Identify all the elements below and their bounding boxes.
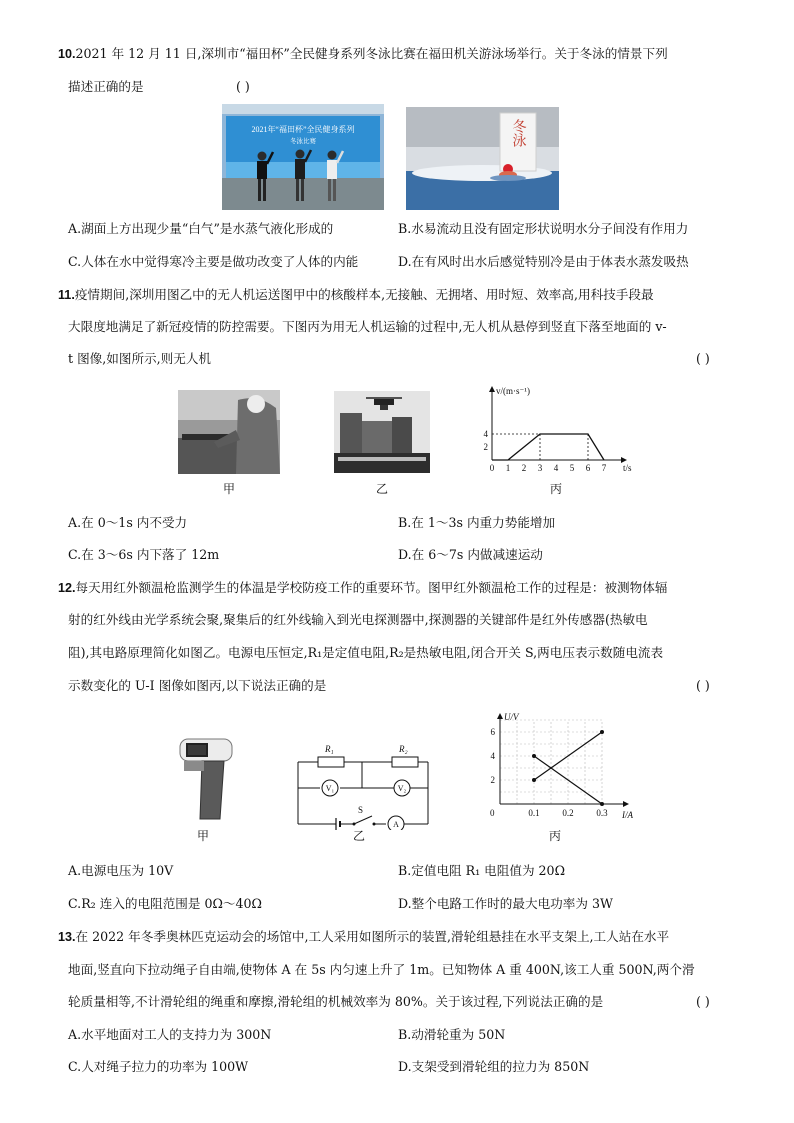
q12-option-c: C.R₂ 连入的电阻范围是 0Ω～40Ω <box>68 896 262 911</box>
q12-point-line-down-1 <box>600 802 604 806</box>
q11-option-b: B.在 1～3s 内重力势能增加 <box>398 515 556 530</box>
q12-ui-chart <box>478 708 646 826</box>
q11-y-tick-2: 2 <box>483 442 488 452</box>
q10-banner-text: 2021年“福田杯”全民健身系列 <box>251 125 355 134</box>
q10-photo-winter-swim <box>406 107 559 210</box>
q13-line2: 地面,竖直向下拉动绳子自由端,使物体 A 在 5s 内匀速上升了 1m。已知物体 A 重 400N,该工人重 500N,两个滑 <box>68 962 695 977</box>
q11-x-tick-2: 2 <box>521 463 527 473</box>
resistor-r1 <box>318 757 344 767</box>
q11-x-tick-1: 1 <box>505 463 511 473</box>
q11-x-tick-3: 3 <box>537 463 543 473</box>
q10-number: 10. <box>58 47 76 61</box>
q10-option-b: B.水易流动且没有固定形状说明水分子间没有作用力 <box>398 221 689 236</box>
q13-option-c: C.人对绳子拉力的功率为 100W <box>68 1059 249 1074</box>
q11-answer-paren: ( ) <box>696 351 710 366</box>
q12-line1: 12.每天用红外额温枪监测学生的体温是学校防疫工作的重要环节。图甲红外额温枪工作的过程是：被测物体辐 <box>58 580 668 595</box>
q11-line1: 11.疫情期间,深圳用图乙中的无人机运送图甲中的核酸样本,无接触、无拥堵、用时短、效率高,用科技手段最 <box>58 287 654 302</box>
q13-option-d: D.支架受到滑轮组的拉力为 850N <box>398 1059 590 1074</box>
q10-option-a: A.湖面上方出现少量“白气”是水蒸气液化形成的 <box>68 221 334 236</box>
q12-line2: 射的红外线由光学系统会聚,聚集后的红外线输入到光电探测器中,探测器的关键部件是红外传感器(热敏电 <box>68 612 648 627</box>
q10-sign-text: 冬泳 <box>510 119 526 147</box>
q12-option-b: B.定值电阻 R₁ 电阻值为 20Ω <box>398 863 566 878</box>
q11-photo-drone <box>334 391 430 473</box>
q12-circuit-diagram <box>292 738 452 830</box>
q11-x-tick-5: 5 <box>569 463 575 473</box>
q11-x-tick-6: 6 <box>585 463 591 473</box>
q11-option-a: A.在 0～1s 内不受力 <box>68 515 188 530</box>
q12-caption-jia: 甲 <box>196 829 209 843</box>
label-v2: V₂ <box>397 784 407 793</box>
q13-option-b: B.动滑轮重为 50N <box>398 1027 506 1042</box>
q12-x-tick-0.3: 0.3 <box>596 808 608 818</box>
q12-answer-paren: ( ) <box>696 678 710 693</box>
q12-x-tick-0.1: 0.1 <box>528 808 540 818</box>
q12-thermometer-gun <box>176 735 238 823</box>
q12-y-tick-2: 2 <box>490 775 495 785</box>
q12-y-tick-6: 6 <box>490 727 495 737</box>
q11-vt-series-line <box>492 434 604 460</box>
q12-line3: 阻),其电路原理简化如图乙。电源电压恒定,R₁是定值电阻,R₂是热敏电阻,闭合开关 S,两电压表示数随电流表 <box>68 645 664 660</box>
q12-y-label: U/V <box>504 712 519 722</box>
q12-point-line-up-1 <box>600 730 604 734</box>
q10-line1: 10.2021 年 12 月 11 日,深圳市“福田杯”全民健身系列冬泳比赛在福田机关游泳场举行。关于冬泳的情景下列 <box>58 46 668 61</box>
label-a: A <box>393 820 399 829</box>
q11-line3: t 图像,如图所示,则无人机 <box>68 351 212 366</box>
q10-option-c: C.人体在水中觉得寒冷主要是做功改变了人体的内能 <box>68 254 359 269</box>
switch-s <box>354 816 372 824</box>
q12-origin-label: 0 <box>490 808 495 818</box>
q11-x-tick-0: 0 <box>489 463 495 473</box>
q13-option-a: A.水平地面对工人的支持力为 300N <box>68 1027 272 1042</box>
q11-caption-bing: 丙 <box>549 482 562 496</box>
q13-line1: 13.在 2022 年冬季奥林匹克运动会的场馆中,工人采用如图所示的装置,滑轮组悬挂在水平支架上,工人站在水平 <box>58 929 670 944</box>
q10-banner-sub: 冬泳比赛 <box>290 138 316 145</box>
q13-answer-paren: ( ) <box>696 994 710 1009</box>
q10-photo-ceremony <box>222 104 384 210</box>
q11-caption-jia: 甲 <box>222 482 235 496</box>
q11-y-label: v/(m·s⁻¹) <box>496 386 530 396</box>
label-s: S <box>358 805 364 815</box>
q11-vt-chart <box>476 383 646 475</box>
q13-line3: 轮质量相等,不计滑轮组的绳重和摩擦,滑轮组的机械效率为 80%。关于该过程,下列说法正确的是 <box>68 994 604 1009</box>
label-v1: V₁ <box>325 784 335 793</box>
q13-number: 13. <box>58 930 76 944</box>
label-r1: R₁ <box>325 744 334 754</box>
q12-x-label: I/A <box>622 810 633 820</box>
q11-number: 11. <box>58 288 75 302</box>
q11-caption-yi: 乙 <box>375 482 388 496</box>
q12-point-line-down-0 <box>532 754 536 758</box>
q11-x-label: t/s <box>623 463 632 473</box>
q10-answer-paren: ( ) <box>236 79 250 94</box>
q12-x-tick-0.2: 0.2 <box>562 808 574 818</box>
q11-line2: 大限度地满足了新冠疫情的防控需要。下图丙为用无人机运输的过程中,无人机从悬停到竖直下落至地面的 v- <box>68 319 667 334</box>
q11-x-tick-4: 4 <box>553 463 559 473</box>
q12-caption-bing: 丙 <box>548 829 561 843</box>
q12-y-tick-4: 4 <box>490 751 495 761</box>
q12-caption-yi: 乙 <box>352 829 365 843</box>
q12-number: 12. <box>58 581 76 595</box>
label-r2: R₂ <box>399 744 408 754</box>
q11-x-tick-7: 7 <box>601 463 607 473</box>
q12-point-line-up-0 <box>532 778 536 782</box>
q11-y-tick-4: 4 <box>483 429 488 439</box>
q10-option-d: D.在有风时出水后感觉特别冷是由于体表水蒸发吸热 <box>398 254 689 269</box>
resistor-r2 <box>392 757 418 767</box>
q10-line2: 描述正确的是 <box>68 79 144 94</box>
q12-line4: 示数变化的 U-I 图像如图丙,以下说法正确的是 <box>68 678 327 693</box>
q11-option-c: C.在 3～6s 内下落了 12m <box>68 547 220 562</box>
q11-option-d: D.在 6～7s 内做减速运动 <box>398 547 543 562</box>
q12-option-a: A.电源电压为 10V <box>68 863 174 878</box>
q12-option-d: D.整个电路工作时的最大电功率为 3W <box>398 896 613 911</box>
q11-photo-worker <box>178 390 280 474</box>
